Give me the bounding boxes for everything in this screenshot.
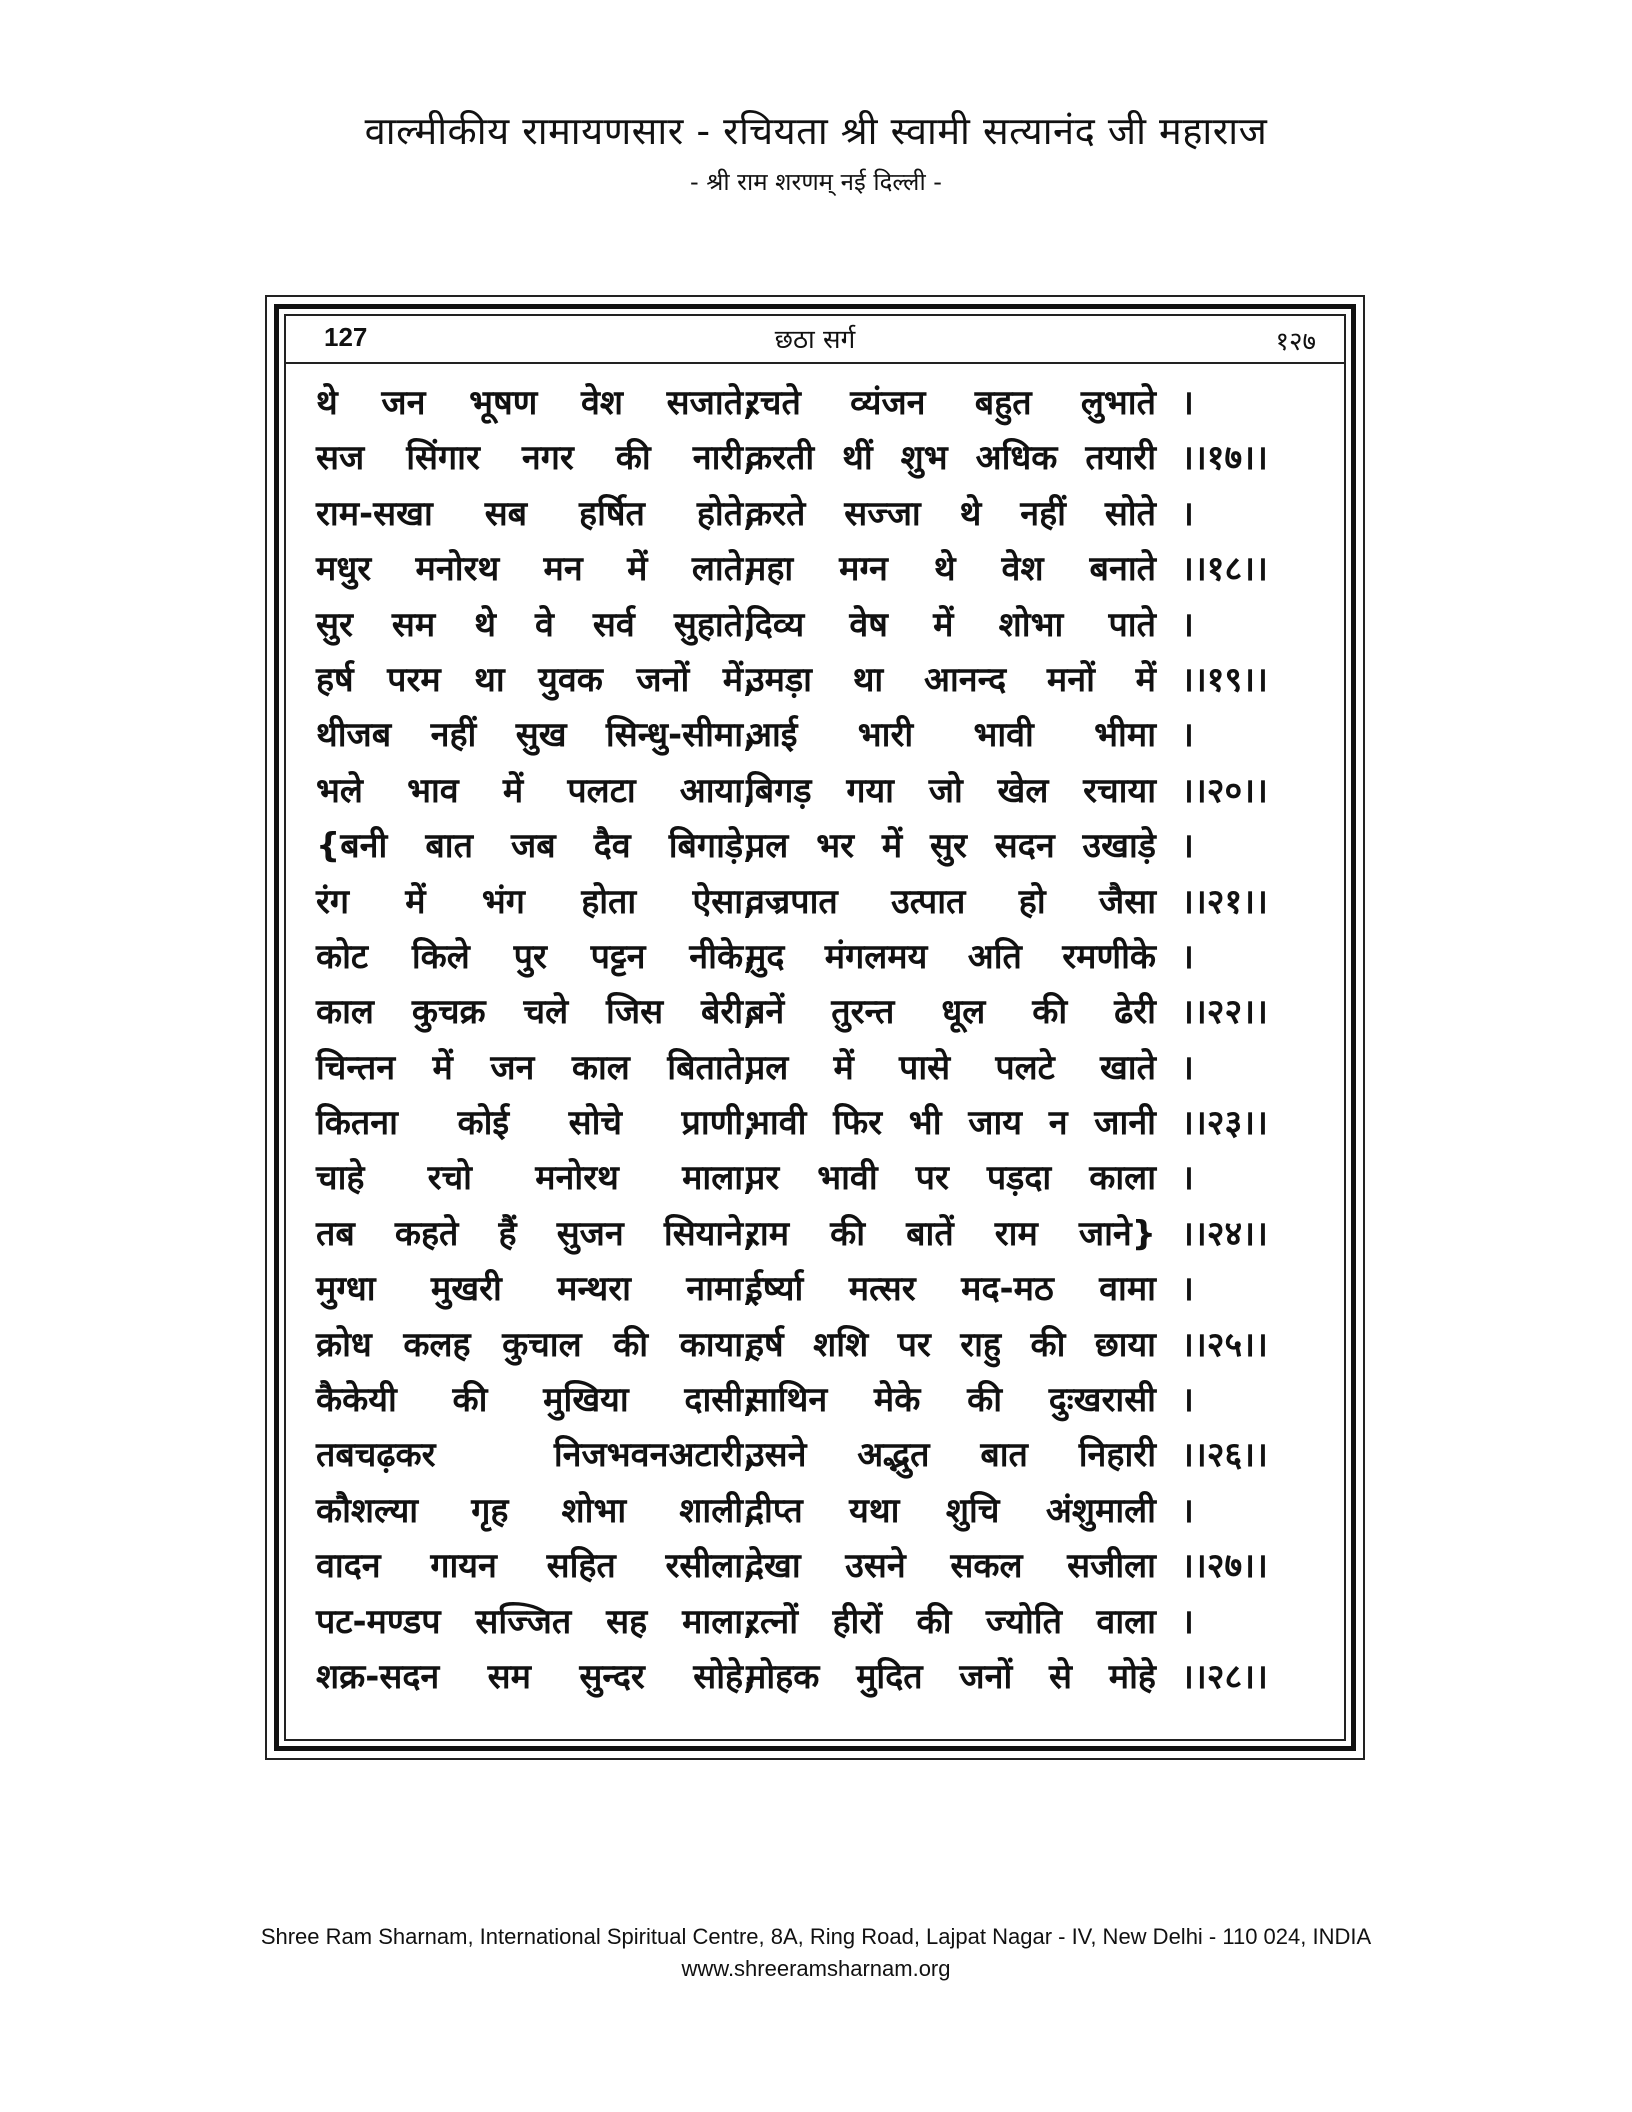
verse-number: ।।२१।।	[1181, 881, 1268, 922]
verse-line	[284, 649, 1346, 704]
verse-first-half: थीजब नहीं सुख सिन्धु-सीमा,	[316, 715, 756, 756]
verse-number: ।।२३।।	[1181, 1103, 1268, 1144]
verse-number: ।।२२।।	[1181, 992, 1268, 1033]
verse-first-half: सुर सम थे वे सर्व सुहाते,	[316, 604, 756, 645]
verse-line	[284, 427, 1346, 482]
verse-second-half: मोहक मुदित जनों से मोहे	[746, 1656, 1156, 1697]
page-number-devanagari: १२७	[1275, 327, 1316, 357]
verse-first-half: {बनी बात जब दैव बिगाड़े,	[316, 826, 756, 867]
verse-number: ।।१९।।	[1181, 659, 1268, 700]
verse-first-half: वादन गायन सहित रसीला,	[316, 1546, 756, 1587]
verse-number: ।	[1181, 1380, 1194, 1421]
verse-line	[284, 1424, 1346, 1479]
verse-first-half: शक्र-सदन सम सुन्दर सोहे,	[316, 1656, 756, 1697]
verse-number: ।।२६।।	[1181, 1435, 1268, 1476]
verse-second-half: रचते व्यंजन बहुत लुभाते	[746, 383, 1156, 423]
verse-line	[284, 594, 1346, 649]
chapter-title: छठा सर्ग	[774, 325, 856, 355]
verse-second-half: आई भारी भावी भीमा	[746, 715, 1156, 756]
verse-first-half: चाहे रचो मनोरथ माला,	[316, 1158, 756, 1199]
verse-second-half: राम की बातें राम जाने}	[746, 1213, 1156, 1254]
verse-number: ।	[1181, 604, 1194, 645]
verse-line	[284, 926, 1346, 981]
verse-first-half: तबचढ़कर निजभवनअटारी,	[316, 1435, 756, 1476]
verse-second-half: पल में पासे पलटे खाते	[746, 1047, 1156, 1088]
verse-line	[284, 704, 1346, 759]
footer-address: Shree Ram Sharnam, International Spiritual Centre, 8A, Ring Road, Lajpat Nagar - IV, New Delhi - 110 024, INDIA	[260, 1924, 1372, 1949]
verse-line	[284, 1314, 1346, 1369]
verse-second-half: पर भावी पर पड़दा काला	[746, 1158, 1156, 1199]
verse-first-half: हर्ष परम था युवक जनों में,	[316, 659, 756, 700]
verse-first-half: मुग्धा मुखरी मन्थरा नामा,	[316, 1269, 756, 1310]
verse-number: ।	[1181, 383, 1194, 423]
page-header-bar	[284, 314, 1346, 364]
verse-second-half: वज्रपात उत्पात हो जैसा	[746, 881, 1156, 922]
verse-second-half: साथिन मेके की दुःखरासी	[746, 1380, 1156, 1421]
verse-second-half: दिव्य वेष में शोभा पाते	[746, 604, 1156, 645]
verse-number: ।।२८।।	[1181, 1656, 1268, 1697]
verse-first-half: कितना कोई सोचे प्राणी,	[316, 1103, 756, 1144]
verse-second-half: देखा उसने सकल सजीला	[746, 1546, 1156, 1587]
verse-first-half: कैकेयी की मुखिया दासी,	[316, 1380, 756, 1421]
verse-line	[284, 1480, 1346, 1535]
verse-second-half: उसने अद्भुत बात निहारी	[746, 1435, 1156, 1476]
verse-number: ।।१८।।	[1181, 549, 1268, 590]
verse-first-half: कोट किले पुर पट्टन नीके,	[316, 936, 756, 977]
verse-line	[284, 538, 1346, 593]
verse-number: ।	[1181, 715, 1194, 756]
verse-second-half: महा मग्न थे वेश बनाते	[746, 549, 1156, 590]
verse-first-half: भले भाव में पलटा आया,	[316, 770, 756, 811]
verse-line	[284, 1147, 1346, 1202]
verse-second-half: मुद मंगलमय अति रमणीके	[746, 936, 1156, 977]
verse-number: ।	[1181, 1601, 1194, 1642]
verse-line	[284, 1037, 1346, 1092]
verse-line	[284, 483, 1346, 538]
verse-number: ।	[1181, 1158, 1194, 1199]
verse-second-half: भावी फिर भी जाय न जानी	[746, 1103, 1156, 1144]
verse-line	[284, 1646, 1346, 1701]
verse-number: ।।१७।।	[1181, 438, 1268, 479]
verse-second-half: हर्ष शशि पर राहु की छाया	[746, 1324, 1156, 1365]
verse-first-half: काल कुचक्र चले जिस बेरी,	[316, 992, 756, 1033]
verse-line	[284, 1203, 1346, 1258]
verse-first-half: रंग में भंग होता ऐसा,	[316, 881, 756, 922]
verse-line	[284, 1535, 1346, 1590]
verse-number: ।	[1181, 1490, 1194, 1531]
verse-line	[284, 760, 1346, 815]
verse-second-half: दीप्त यथा शुचि अंशुमाली	[746, 1490, 1156, 1531]
verse-line	[284, 1369, 1346, 1424]
verse-first-half: क्रोध कलह कुचाल की काया,	[316, 1324, 756, 1365]
verse-number: ।	[1181, 936, 1194, 977]
verse-line	[284, 871, 1346, 926]
verse-first-half: पट-मण्डप सज्जित सह माला,	[316, 1601, 756, 1642]
verse-number: ।	[1181, 1269, 1194, 1310]
verse-first-half: चिन्तन में जन काल बिताते,	[316, 1047, 756, 1088]
footer-website: www.shreeramsharnam.org	[681, 1956, 951, 1981]
verse-line	[284, 815, 1346, 870]
verse-first-half: तब कहते हैं सुजन सियाने,	[316, 1213, 756, 1254]
document-header-title: वाल्मीकीय रामायणसार - रचियता श्री स्वामी सत्यानंद जी महाराज	[364, 109, 1268, 153]
verse-second-half: रत्नों हीरों की ज्योति वाला	[746, 1601, 1156, 1642]
verse-second-half: बनें तुरन्त धूल की ढेरी	[746, 992, 1156, 1033]
verse-second-half: ईर्ष्या मत्सर मद-मठ वामा	[746, 1269, 1156, 1310]
verse-number: ।।२०।।	[1181, 770, 1268, 811]
verse-list	[284, 372, 1346, 1701]
verse-first-half: मधुर मनोरथ मन में लाते,	[316, 549, 756, 590]
verse-number: ।।२५।।	[1181, 1324, 1268, 1365]
verse-first-half: राम-सखा सब हर्षित होते,	[316, 493, 756, 534]
verse-first-half: सज सिंगार नगर की नारी,	[316, 438, 756, 479]
verse-line	[284, 372, 1346, 427]
verse-second-half: उमड़ा था आनन्द मनों में	[746, 659, 1156, 700]
document-header-subtitle: - श्री राम शरणम् नई दिल्ली -	[690, 168, 942, 196]
verse-first-half: थे जन भूषण वेश सजाते,	[316, 383, 756, 423]
page-number-arabic: 127	[324, 322, 368, 352]
verse-line	[284, 981, 1346, 1036]
verse-second-half: करती थीं शुभ अधिक तयारी	[746, 438, 1156, 479]
verse-number: ।।२४।।	[1181, 1213, 1268, 1254]
verse-number: ।	[1181, 826, 1194, 867]
verse-line	[284, 1092, 1346, 1147]
verse-line	[284, 1591, 1346, 1646]
verse-number: ।।२७।।	[1181, 1546, 1268, 1587]
verse-number: ।	[1181, 493, 1194, 534]
verse-first-half: कौशल्या गृह शोभा शाली,	[316, 1490, 756, 1531]
verse-number: ।	[1181, 1047, 1194, 1088]
verse-line	[284, 1258, 1346, 1313]
verse-second-half: पल भर में सुर सदन उखाड़े	[746, 826, 1156, 867]
verse-second-half: करते सज्जा थे नहीं सोते	[746, 493, 1156, 534]
verse-second-half: बिगड़ गया जो खेल रचाया	[746, 770, 1156, 811]
